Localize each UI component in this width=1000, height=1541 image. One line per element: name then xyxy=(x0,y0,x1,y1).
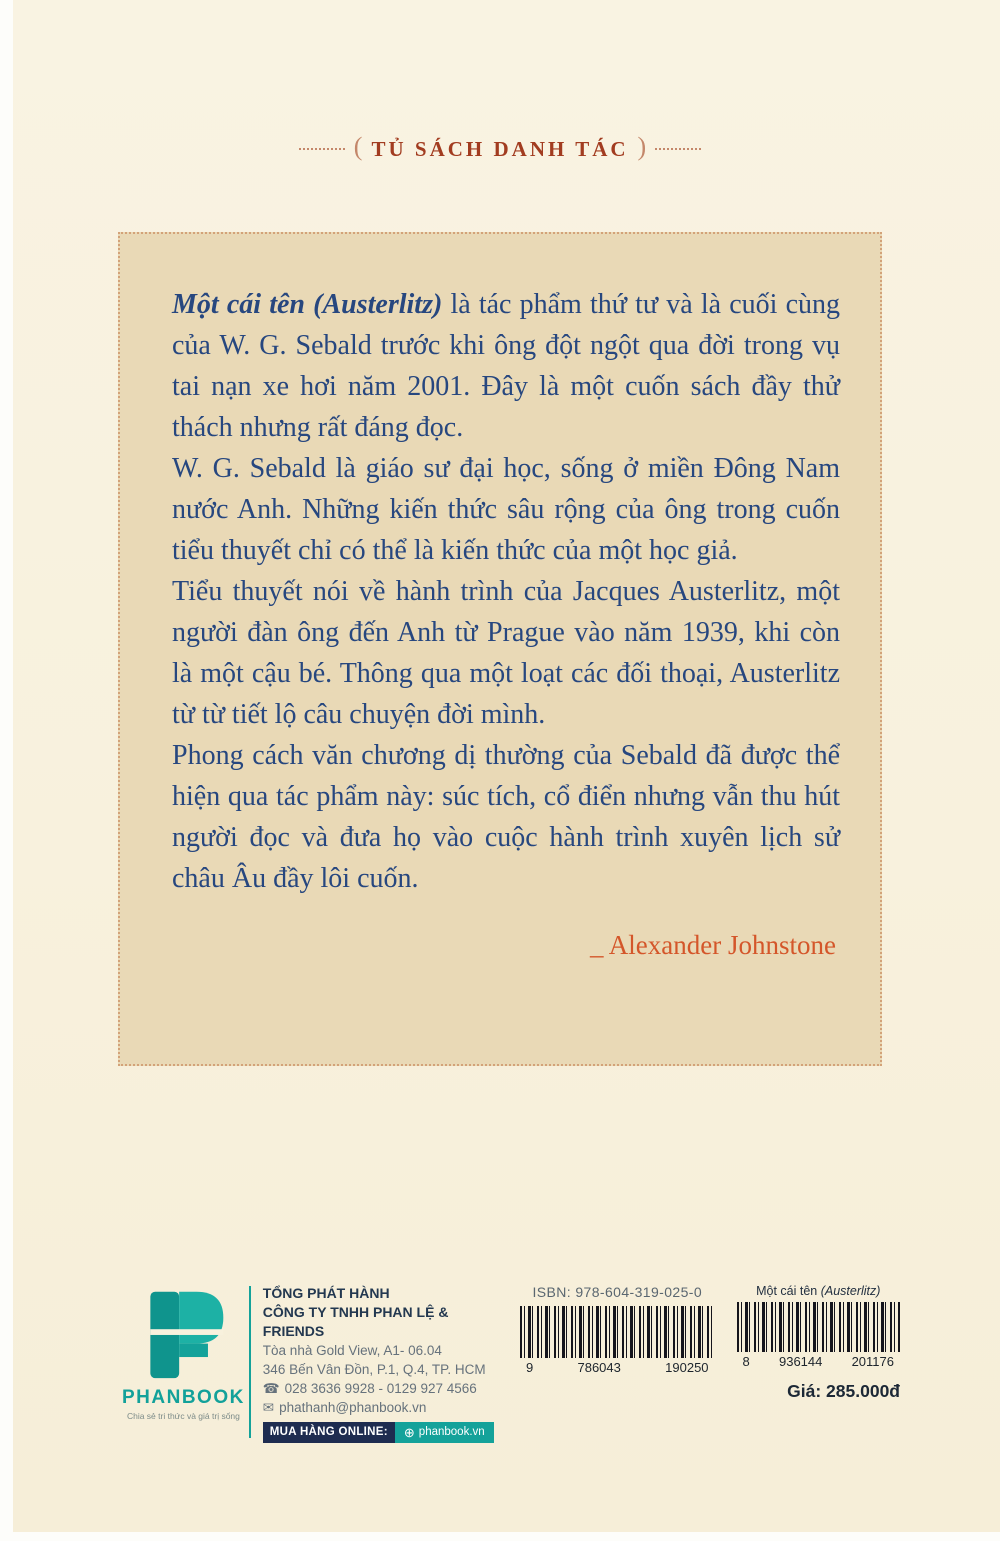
blurb-paragraph xyxy=(172,284,840,448)
online-shop-strip xyxy=(263,1422,494,1443)
footer xyxy=(122,1284,900,1443)
flourish-line-left xyxy=(299,148,345,150)
publisher-tagline: Chia sẻ tri thức và giá trị sống xyxy=(126,1411,240,1421)
distribution-block xyxy=(263,1284,508,1443)
online-shop-label: MUA HÀNG ONLINE: xyxy=(263,1422,395,1443)
ean-digit-group: 8 xyxy=(742,1354,750,1369)
publisher-name: PHANBOOK xyxy=(122,1387,245,1408)
isbn-digit-group: 786043 xyxy=(577,1360,621,1375)
ean-title-text: Một cái tên xyxy=(756,1284,818,1298)
book-title-lead: Một cái tên (Austerlitz) xyxy=(172,289,443,320)
ean-digits xyxy=(737,1354,900,1369)
flourish-right-icon: ) xyxy=(637,132,647,161)
online-site-url: phanbook.vn xyxy=(418,1426,485,1438)
ean-title-italic: (Austerlitz) xyxy=(820,1284,881,1298)
blurb-paragraph xyxy=(172,735,840,899)
paragraph-text: Phong cách văn chương dị thường của Sebald đã được thể hiện qua tác phẩm này: súc tích, cổ điển nhưng vẫn thu hút người đọc và đưa họ vào cuộc hành trình xuyên lịch sử châu Âu đầy lôi cuốn. xyxy=(172,740,840,894)
isbn-digits xyxy=(520,1360,715,1375)
isbn-block xyxy=(520,1284,715,1443)
ean-barcode xyxy=(737,1302,900,1352)
attribution: _ Alexander Johnstone xyxy=(590,930,836,960)
paragraph-text: Tiểu thuyết nói về hành trình của Jacques Austerlitz, một người đàn ông đến Anh từ Prague vào năm 1939, khi còn là một cậu bé. Thông qua một loạt các đối thoại, Austerlitz từ từ tiết lộ câu chuyện đời mình. xyxy=(172,576,840,730)
ean-title xyxy=(737,1284,900,1298)
distribution-heading: TỔNG PHÁT HÀNH xyxy=(262,1285,390,1301)
distribution-address-line-1: Tòa nhà Gold View, A1- 06.04 xyxy=(262,1343,442,1358)
ean-digit-group: 201176 xyxy=(851,1354,894,1369)
distribution-email: phathanh@phanbook.vn xyxy=(279,1400,427,1415)
distribution-address-line-2: 346 Bến Vân Đồn, P.1, Q.4, TP. HCM xyxy=(262,1362,486,1377)
paragraph-text: W. G. Sebald là giáo sư đại học, sống ở miền Đông Nam nước Anh. Những kiến thức sâu rộng của ông trong cuốn tiểu thuyết chỉ có thể là kiến thức của một học giả. xyxy=(172,453,840,566)
flourish-line-right xyxy=(655,148,701,150)
blurb-box xyxy=(118,232,882,1066)
series-header xyxy=(0,132,1000,162)
phanbook-logo-icon xyxy=(135,1284,231,1384)
flourish-left-icon: ( xyxy=(353,132,363,161)
distribution-phone: 028 3636 9928 - 0129 927 4566 xyxy=(284,1381,477,1396)
ean-digit-group: 936144 xyxy=(778,1354,823,1369)
ean-block xyxy=(737,1284,900,1443)
paragraph-text: là tác phẩm thứ tư và là cuối cùng của W. G. Sebald trước khi ông đột ngột qua đời trong vụ tai nạn xe hơi năm 2001. Đây là một cuốn sách đầy thử thách nhưng rất đáng đọc. xyxy=(172,289,841,443)
online-shop-site xyxy=(395,1422,494,1443)
series-label: TỦ SÁCH DANH TÁC xyxy=(371,136,629,161)
scan-edge-bottom xyxy=(0,1532,1000,1541)
distribution-company: CÔNG TY TNHH PHAN LỆ & FRIENDS xyxy=(262,1304,449,1339)
distribution-phone-row xyxy=(263,1379,508,1398)
scan-edge-left xyxy=(0,0,13,1541)
distribution-email-row xyxy=(263,1398,508,1417)
isbn-label: ISBN: 978-604-319-025-0 xyxy=(532,1284,703,1300)
footer-divider-line xyxy=(249,1286,251,1438)
blurb-paragraph xyxy=(172,448,840,571)
publisher-logo-block xyxy=(122,1284,245,1443)
isbn-barcode xyxy=(520,1306,715,1358)
globe-icon: ⊕ xyxy=(403,1425,415,1440)
blurb-paragraph xyxy=(172,571,840,735)
email-icon: ✉ xyxy=(262,1400,275,1415)
isbn-digit-group: 9 xyxy=(525,1360,534,1375)
isbn-digit-group: 190250 xyxy=(665,1360,709,1375)
price-label: Giá: 285.000đ xyxy=(787,1381,900,1401)
phone-icon: ☎ xyxy=(262,1381,280,1396)
